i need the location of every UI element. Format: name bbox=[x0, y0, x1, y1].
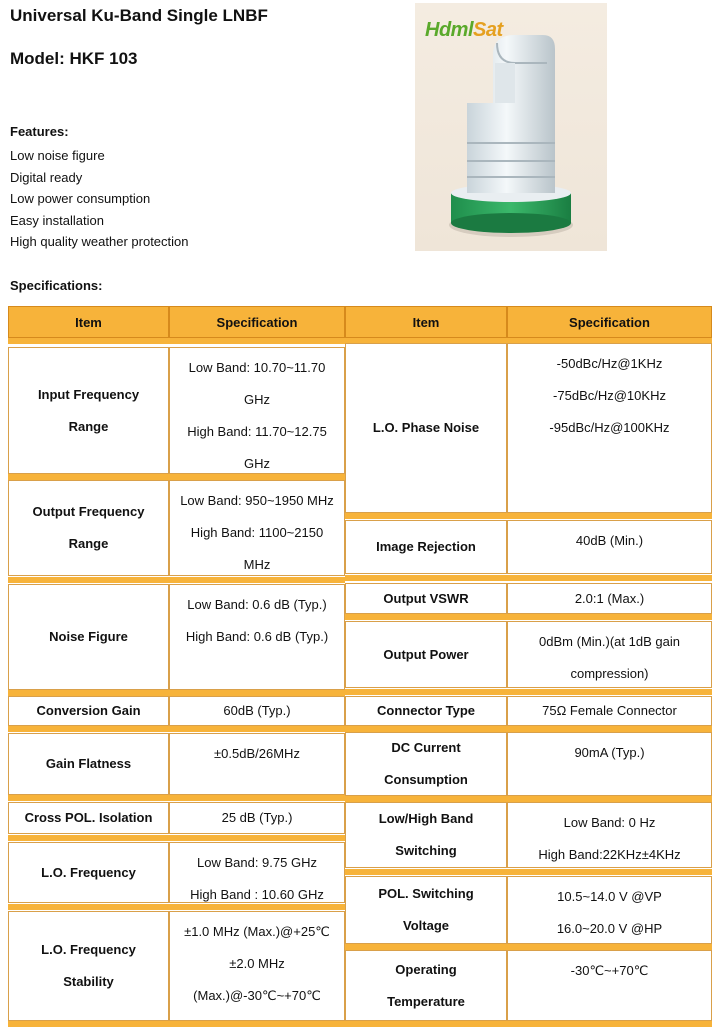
spec-item bbox=[345, 732, 507, 796]
spec-value bbox=[169, 480, 345, 576]
spec-value-text: 75Ω Female Connector bbox=[542, 703, 677, 718]
spec-item-text: Connector Type bbox=[377, 703, 475, 718]
spec-item-text: Cross POL. Isolation bbox=[24, 810, 153, 825]
spec-value-text: 40dB (Min.) bbox=[575, 533, 644, 548]
spec-value-text: Low Band: 0 Hz bbox=[563, 815, 656, 830]
spec-item-text: DC Current bbox=[391, 740, 461, 755]
model-number: Model: HKF 103 bbox=[10, 49, 138, 68]
spec-item-text: Gain Flatness bbox=[45, 756, 132, 771]
brand-logo: HdmlSat bbox=[425, 19, 503, 41]
column-header-specification: Specification bbox=[169, 306, 345, 338]
spec-value bbox=[507, 950, 712, 1021]
spec-item-text: Noise Figure bbox=[49, 629, 128, 644]
row-separator bbox=[8, 795, 345, 801]
spec-value-text: 60dB (Typ.) bbox=[223, 703, 291, 718]
spec-item bbox=[345, 621, 507, 688]
spec-value bbox=[507, 802, 712, 868]
column-header-item: Item bbox=[8, 306, 169, 338]
spec-item bbox=[8, 347, 169, 474]
feature-item: Easy installation bbox=[10, 212, 104, 228]
row-separator bbox=[8, 338, 345, 344]
row-separator bbox=[345, 614, 712, 620]
spec-value-text: Low Band: 9.75 GHz bbox=[197, 855, 317, 870]
spec-value-text: (Max.)@-30℃~+70℃ bbox=[193, 988, 321, 1003]
spec-item-text: L.O. Frequency bbox=[41, 942, 136, 957]
spec-value-text: -50dBc/Hz@1KHz bbox=[556, 356, 663, 371]
spec-item-text: Image Rejection bbox=[376, 539, 476, 554]
row-separator bbox=[8, 1021, 345, 1027]
spec-item-text: Voltage bbox=[403, 918, 449, 933]
row-separator bbox=[8, 835, 345, 841]
spec-item bbox=[345, 343, 507, 513]
spec-value-text: -30℃~+70℃ bbox=[570, 963, 649, 978]
feature-item: Low power consumption bbox=[10, 191, 151, 206]
spec-value bbox=[507, 696, 712, 726]
spec-value bbox=[507, 732, 712, 796]
spec-item-text: Switching bbox=[395, 843, 457, 858]
product-photo bbox=[415, 3, 607, 251]
spec-item bbox=[8, 802, 169, 834]
spec-item-text: Operating bbox=[395, 961, 457, 977]
spec-item bbox=[8, 911, 169, 1021]
spec-value bbox=[169, 911, 345, 1021]
specifications-heading: Specifications: bbox=[10, 278, 103, 293]
feature-item: Digital ready bbox=[10, 169, 83, 185]
column-header-specification: Specification bbox=[507, 306, 712, 338]
spec-item-text: Output Power bbox=[383, 646, 469, 662]
spec-item bbox=[8, 842, 169, 903]
row-separator bbox=[8, 577, 345, 583]
spec-item bbox=[8, 696, 169, 726]
spec-item-text: L.O. Phase Noise bbox=[372, 420, 480, 435]
spec-value-text: High Band:22KHz±4KHz bbox=[538, 847, 681, 862]
spec-value-text: 25 dB (Typ.) bbox=[221, 810, 293, 825]
spec-value bbox=[507, 343, 712, 513]
spec-value-text: 10.5~14.0 V @VP bbox=[557, 889, 662, 904]
row-separator bbox=[8, 726, 345, 732]
spec-value bbox=[169, 696, 345, 726]
spec-item bbox=[8, 584, 169, 690]
row-separator bbox=[345, 513, 712, 519]
spec-value-text: 16.0~20.0 V @HP bbox=[556, 921, 663, 936]
spec-value bbox=[169, 733, 345, 795]
spec-value bbox=[169, 347, 345, 474]
row-separator bbox=[8, 904, 345, 910]
spec-item-text: Range bbox=[68, 536, 109, 551]
spec-item-text: Consumption bbox=[384, 772, 468, 787]
spec-value bbox=[169, 842, 345, 903]
spec-item-text: Stability bbox=[63, 974, 114, 989]
spec-value-text: -75dBc/Hz@10KHz bbox=[553, 388, 666, 403]
spec-value-text: ±1.0 MHz (Max.)@+25℃ bbox=[184, 924, 330, 939]
spec-item bbox=[345, 876, 507, 944]
spec-value-text: ±0.5dB/26MHz bbox=[214, 746, 300, 761]
feature-item: High quality weather protection bbox=[10, 234, 189, 249]
spec-item-text: Temperature bbox=[387, 993, 465, 1009]
spec-value bbox=[169, 802, 345, 834]
product-title: Universal Ku-Band Single LNBF bbox=[10, 6, 268, 25]
spec-item bbox=[345, 802, 507, 868]
spec-value-text: Low Band: 0.6 dB (Typ.) bbox=[187, 597, 327, 612]
spec-value-text: 90mA (Typ.) bbox=[574, 745, 645, 760]
spec-value-text: High Band: 11.70~12.75 bbox=[187, 424, 327, 439]
features-heading: Features: bbox=[10, 124, 69, 139]
column-header-item: Item bbox=[345, 306, 507, 338]
spec-item-text: Input Frequency bbox=[37, 386, 140, 402]
spec-value-text: -95dBc/Hz@100KHz bbox=[549, 420, 670, 435]
spec-value-text: compression) bbox=[570, 666, 649, 681]
spec-item-text: Output Frequency bbox=[32, 504, 145, 519]
spec-value-text: High Band: 1100~2150 bbox=[190, 525, 324, 540]
spec-value-text: Low Band: 10.70~11.70 bbox=[188, 360, 326, 375]
spec-item bbox=[8, 480, 169, 576]
row-separator bbox=[345, 869, 712, 875]
spec-value bbox=[507, 520, 712, 574]
spec-item-text: Range bbox=[68, 418, 109, 434]
spec-item-text: Low/High Band bbox=[378, 811, 474, 826]
spec-item bbox=[345, 696, 507, 726]
spec-value-text: 0dBm (Min.)(at 1dB gain bbox=[539, 634, 680, 649]
spec-value bbox=[507, 876, 712, 944]
spec-value-text: High Band: 0.6 dB (Typ.) bbox=[185, 629, 329, 644]
row-separator bbox=[345, 575, 712, 581]
row-separator bbox=[345, 1021, 712, 1027]
spec-item bbox=[8, 733, 169, 795]
spec-item-text: Output VSWR bbox=[383, 590, 469, 606]
spec-item-text: Conversion Gain bbox=[36, 703, 141, 718]
spec-item bbox=[345, 583, 507, 614]
spec-value bbox=[507, 583, 712, 614]
spec-value-text: ±2.0 MHz bbox=[229, 956, 285, 971]
spec-value-text: Low Band: 950~1950 MHz bbox=[180, 493, 334, 508]
spec-item-text: L.O. Frequency bbox=[41, 864, 136, 880]
features-list bbox=[10, 145, 189, 253]
spec-value-text: GHz bbox=[244, 456, 270, 471]
spec-value-text: 2.0:1 (Max.) bbox=[574, 590, 645, 606]
spec-item bbox=[345, 520, 507, 574]
spec-value-text: MHz bbox=[243, 557, 271, 572]
spec-value-text: High Band : 10.60 GHz bbox=[190, 887, 324, 902]
spec-value-text: GHz bbox=[244, 392, 270, 407]
spec-item bbox=[345, 950, 507, 1021]
spec-value bbox=[169, 584, 345, 690]
feature-item: Low noise figure bbox=[10, 148, 105, 163]
spec-value bbox=[507, 621, 712, 688]
spec-item-text: POL. Switching bbox=[378, 886, 474, 901]
